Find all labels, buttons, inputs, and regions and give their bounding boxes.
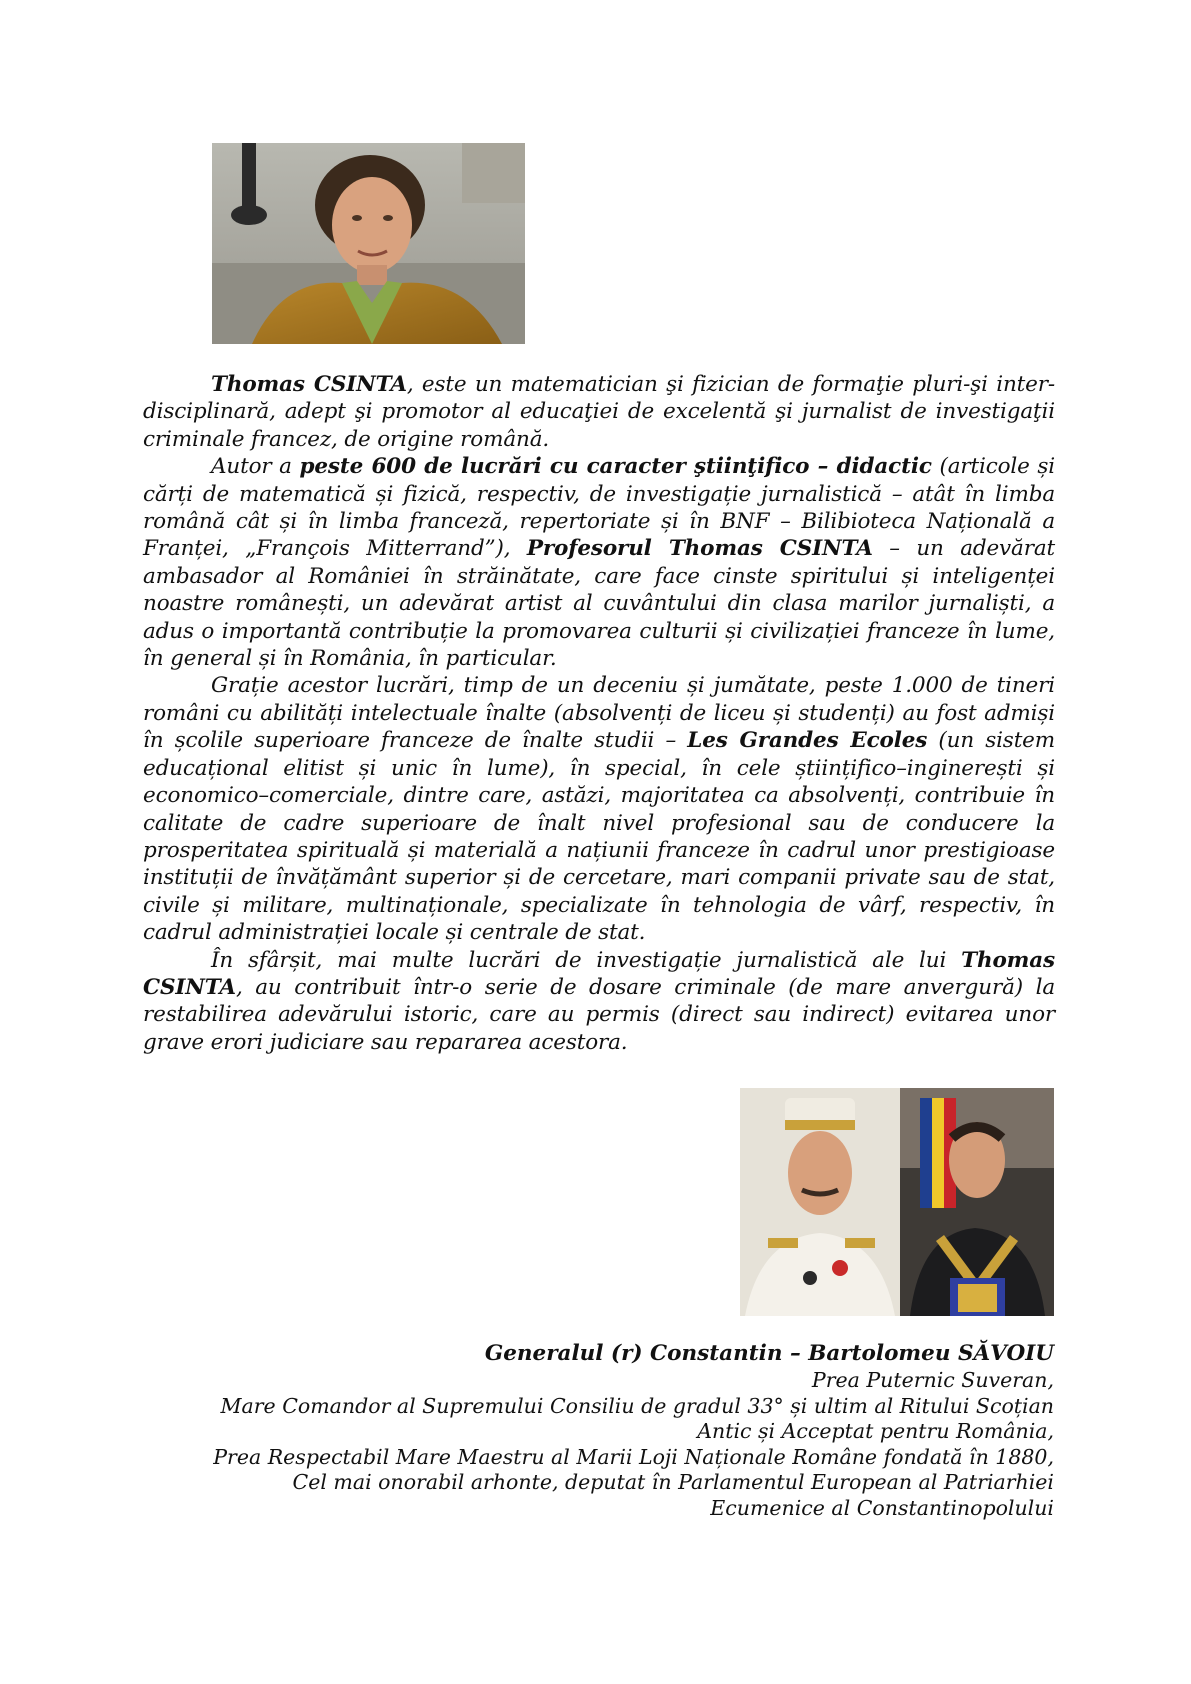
paragraph-students: Grație acestor lucrări, timp de un deceniu și jumătate, peste 1.000 de tineri români cu abilități intelectuale înalte (absolvenți de liceu și studenți) au fost admiși în școlile superioare franceze de înalte studii – Les Grandes Ecoles (un sistem educațional elitist și unic în lume), în special, în cele științifico–inginerești și economico–comerciale, dintre care, astăzi, majoritatea ca absolvenți, contribuie în calitate de cadre superioare de înalt nivel profesional sau de conducere la prosperitatea spirituală și materială a națiunii franceze în cadrul unor prestigioase instituții de învățământ superior și de cercetare, mari companii private sau de stat, civile și militare, multinaționale, specializate în tehnologia de vârf, respectiv, în cadrul administrației locale și centrale de stat. (143, 673, 1055, 946)
signatory-photo (740, 1088, 1054, 1316)
signatory-title-line: Prea Respectabil Mare Maestru al Marii Loji Naționale Române fondată în 1880, (213, 1444, 1054, 1469)
portrait-photo (212, 143, 525, 344)
paragraph-works: Autor a peste 600 de lucrări cu caracter ştiinţifico – didactic (articole și cărți de matematică și fizică, respectiv, de investigație jurnalistică – atât în limba română cât și în limba franceză, repertoriate și în BNF – Bilibioteca Națională a Franței, „François Mitterrand”), Profesorul Thomas CSINTA – un adevărat ambasador al României în străinătate, care face cinste spiritului și inteligenței noastre românești, un adevărat artist al cuvântului din clasa marilor jurnaliști, a adus o importantă contribuție la promovarea culturii și civilizației franceze în lume, în general și în România, în particular. (143, 454, 1056, 672)
signatory-title-line: Mare Comandor al Supremului Consiliu de gradul 33° și ultim al Ritului Scoțian (220, 1393, 1054, 1418)
signatory-title-line: Prea Puternic Suveran, (811, 1368, 1054, 1392)
signatory-title-line: Cel mai onorabil arhonte, deputat în Parlamentul European al Patriarhiei (292, 1470, 1054, 1495)
signatory-title-line: Antic și Acceptat pentru România, (697, 1419, 1054, 1444)
signatory-name: Generalul (r) Constantin – Bartolomeu SĂVOIU (484, 1341, 1054, 1366)
person-portrait-icon (212, 143, 525, 344)
paragraph-intro: Thomas CSINTA, este un matematician şi fizician de formaţie pluri-şi inter-disciplinară, adept şi promotor al educaţiei de excelentă şi jurnalist de investigaţii criminale francez, de origine română. (143, 372, 1055, 452)
author-name: Thomas CSINTA (211, 372, 407, 397)
article-body (143, 371, 1055, 1056)
two-men-photo-icon (740, 1088, 1054, 1316)
signature-block (194, 1340, 1054, 1522)
signatory-title-line: Ecumenice al Constantinopolului (710, 1495, 1054, 1520)
paragraph-investigations: În sfârșit, mai multe lucrări de investigație jurnalistică ale lui Thomas CSINTA, au contribuit într-o serie de dosare criminale (de mare anvergură) la restabilirea adevărului istoric, care au permis (direct sau indirect) evitarea unor grave erori judiciare sau repararea acestora. (143, 947, 1055, 1055)
